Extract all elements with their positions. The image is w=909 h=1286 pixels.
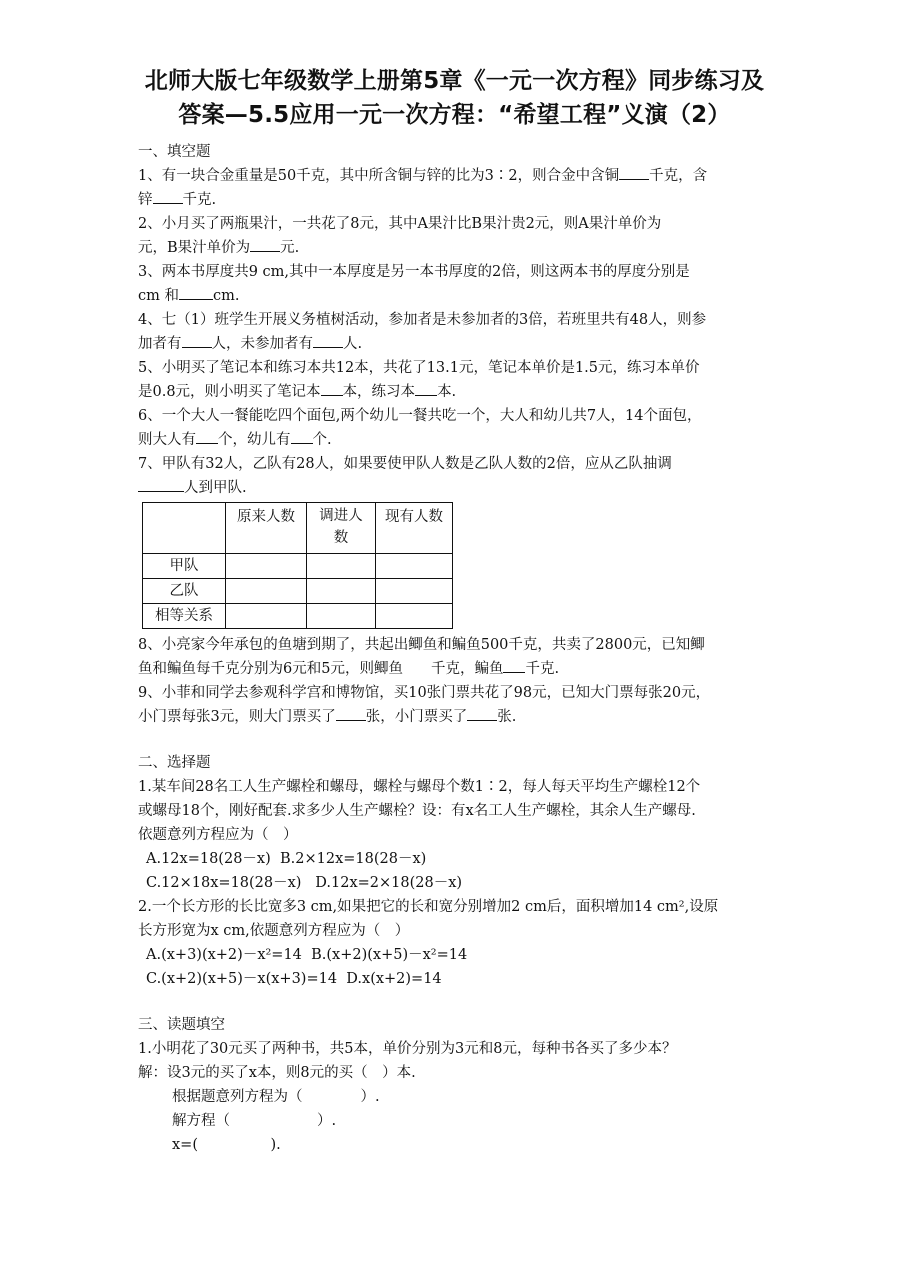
question-8-line-2: 鱼和鳊鱼每千克分别为6元和5元，则鲫鱼 千克，鳊鱼 千克. [138, 657, 778, 681]
answer-blank[interactable] [291, 428, 313, 444]
section-heading-fill-in: 一、填空题 [138, 144, 211, 160]
answer-blank[interactable] [153, 188, 183, 204]
option-c[interactable]: C.(x+2)(x+5)－x(x+3)=14 [146, 971, 338, 987]
table-header-original: 原来人数 [226, 503, 307, 554]
reading-1-solution-setup: 解：设3元的买了x本，则8元的买（ ）本. [138, 1065, 416, 1081]
option-d[interactable]: D.12x=2×18(28－x) [315, 875, 463, 891]
table-header-empty [143, 503, 226, 554]
answer-blank[interactable] [313, 332, 343, 348]
table-cell[interactable] [307, 579, 376, 604]
question-4-line-1: 4、七（1）班学生开展义务植树活动，参加者是未参加者的3倍，若班里共有48人，则参 [138, 312, 707, 328]
answer-blank[interactable] [196, 428, 218, 444]
question-3-line-2: cm 和 cm. [138, 284, 778, 308]
question-2-line-2: 元，B果汁单价为 元. [138, 236, 778, 260]
question-2-line-1: 2、小月买了两瓶果汁，一共花了8元，其中A果汁比B果汁贵2元，则A果汁单价为 [138, 216, 662, 232]
question-5-line-1: 5、小明买了笔记本和练习本共12本，共花了13.1元，笔记本单价是1.5元，练习本单价 [138, 360, 700, 376]
question-9-line-1: 9、小菲和同学去参观科学宫和博物馆，买10张门票共花了98元，已知大门票每张20元， [138, 685, 711, 701]
table-cell[interactable] [376, 554, 453, 579]
table-row [143, 554, 453, 579]
answer-blank[interactable] [467, 705, 497, 721]
question-6-line-2: 则大人有 个，幼儿有 个. [138, 428, 778, 452]
table-cell[interactable] [226, 554, 307, 579]
question-7-line-2: 人到甲队. [138, 476, 778, 500]
question-7-line-1: 7、甲队有32人，乙队有28人，如果要使甲队人数是乙队人数的2倍，应从乙队抽调 [138, 456, 672, 472]
choice-1-line-3: 依题意列方程应为（ ） [138, 827, 298, 843]
answer-blank[interactable] [619, 164, 649, 180]
table-cell[interactable] [307, 604, 376, 629]
worksheet-body [138, 140, 778, 1157]
choice-2-line-1: 2.一个长方形的长比宽多3 cm,如果把它的长和宽分别增加2 cm后，面积增加14 cm²,设原 [138, 899, 719, 915]
table-cell[interactable] [307, 554, 376, 579]
table-header-transfer: 调进人数 [307, 503, 376, 554]
table-cell[interactable] [376, 604, 453, 629]
question-4-line-2: 加者有 人，未参加者有 人. [138, 332, 778, 356]
section-heading-choice: 二、选择题 [138, 755, 211, 771]
option-a[interactable]: A.12x=18(28－x) [146, 851, 271, 867]
choice-1-options-ab [138, 847, 778, 871]
answer-blank[interactable] [321, 380, 343, 396]
question-9-line-2: 小门票每张3元，则大门票买了 张，小门票买了 张. [138, 705, 778, 729]
section-heading-reading: 三、读题填空 [138, 1017, 225, 1033]
choice-1-line-1: 1.某车间28名工人生产螺栓和螺母，螺栓与螺母个数1∶2，每人每天平均生产螺栓12个 [138, 779, 701, 795]
table-row [143, 579, 453, 604]
reading-1-equation: 根据题意列方程为（ ）. [172, 1089, 380, 1105]
answer-blank[interactable] [179, 284, 213, 300]
option-b[interactable]: B.(x+2)(x+5)－x²=14 [311, 947, 468, 963]
team-count-table [142, 502, 453, 629]
answer-blank[interactable] [336, 705, 366, 721]
choice-1-line-2: 或螺母18个，刚好配套.求多少人生产螺栓？设：有x名工人生产螺栓，其余人生产螺母. [138, 803, 696, 819]
question-6-line-1: 6、一个大人一餐能吃四个面包,两个幼儿一餐共吃一个，大人和幼儿共7人，14个面包， [138, 408, 702, 424]
title-line-1: 北师大版七年级数学上册第5章《一元一次方程》同步练习及 [144, 68, 765, 94]
choice-2-line-2: 长方形宽为x cm,依题意列方程应为（ ） [138, 923, 410, 939]
table-cell[interactable] [226, 579, 307, 604]
title-line-2: 答案—5.5应用一元一次方程：“希望工程”义演（2） [178, 102, 731, 128]
option-d[interactable]: D.x(x+2)=14 [346, 971, 442, 987]
table-row-label: 甲队 [143, 554, 226, 579]
answer-blank[interactable] [415, 380, 437, 396]
table-row [143, 604, 453, 629]
question-1-line-1: 1、有一块合金重量是50千克，其中所含铜与锌的比为3∶2，则合金中含铜 千克，含 [138, 164, 778, 188]
table-cell[interactable] [226, 604, 307, 629]
choice-2-options-ab [138, 943, 778, 967]
choice-2-options-cd [138, 967, 778, 991]
answer-blank[interactable] [250, 236, 280, 252]
option-a[interactable]: A.(x+3)(x+2)－x²=14 [146, 947, 302, 963]
question-1-line-2: 锌 千克. [138, 188, 778, 212]
table-header-row [143, 503, 453, 554]
question-3-line-1: 3、两本书厚度共9 cm,其中一本厚度是另一本书厚度的2倍，则这两本书的厚度分别是 [138, 264, 690, 280]
answer-blank[interactable] [182, 332, 212, 348]
answer-blank[interactable] [138, 476, 184, 492]
answer-blank[interactable] [503, 657, 525, 673]
reading-1-result: x=( ). [172, 1137, 281, 1153]
reading-1-solve: 解方程（ ）. [172, 1113, 337, 1129]
table-cell[interactable] [376, 579, 453, 604]
reading-1-question: 1.小明花了30元买了两种书，共5本，单价分别为3元和8元，每种书各买了多少本？ [138, 1041, 677, 1057]
option-c[interactable]: C.12×18x=18(28－x) [146, 875, 302, 891]
question-8-line-1: 8、小亮家今年承包的鱼塘到期了，共起出鲫鱼和鳊鱼500千克，共卖了2800元，已知鲫 [138, 637, 705, 653]
table-header-current: 现有人数 [376, 503, 453, 554]
option-b[interactable]: B.2×12x=18(28－x) [279, 851, 427, 867]
choice-1-options-cd [138, 871, 778, 895]
table-row-label: 乙队 [143, 579, 226, 604]
question-5-line-2: 是0.8元，则小明买了笔记本 本，练习本 本. [138, 380, 778, 404]
table-row-label: 相等关系 [143, 604, 226, 629]
